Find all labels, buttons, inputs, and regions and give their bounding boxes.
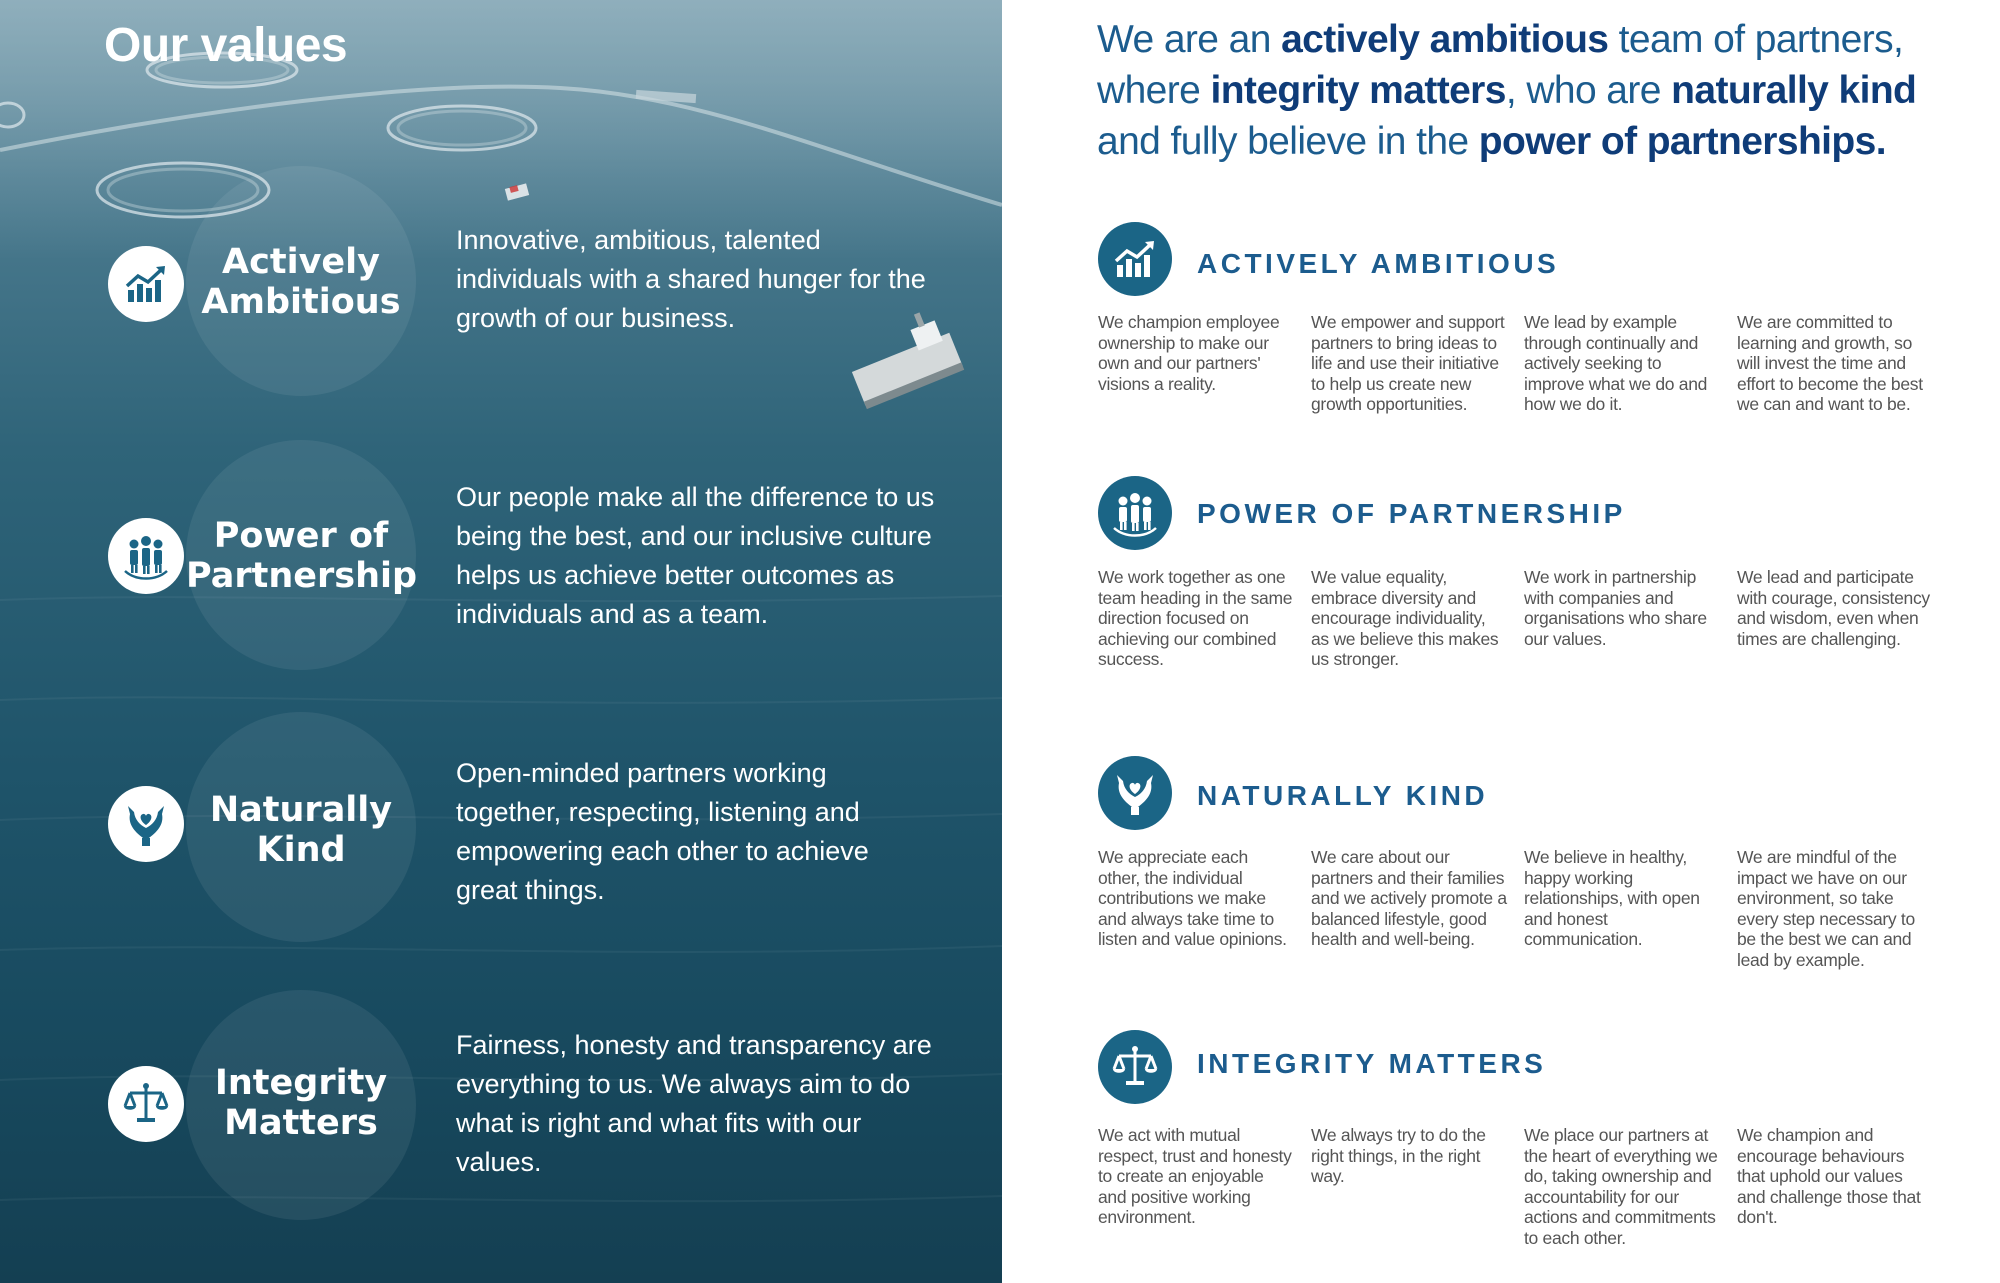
section-column-text: We champion employee ownership to make our own and our partners' visions a reality. <box>1098 312 1280 394</box>
actively-ambitious-badge <box>108 246 184 322</box>
section-column-text: We appreciate each other, the individual contributions we make and always take time to listen and value opinions. <box>1098 847 1287 949</box>
section-column-text: We always try to do the right things, in the right way. <box>1311 1125 1486 1186</box>
section-title: NATURALLY KIND <box>1197 780 1489 811</box>
naturally-kind-badge <box>108 786 184 862</box>
value-description: Fairness, honesty and transparency are everything to us. We always aim to do what is right and what fits with our values. <box>456 1030 932 1177</box>
section-column-text: We care about our partners and their families and we actively promote a balanced lifestyle, good health and well-being. <box>1311 847 1507 949</box>
people-group-icon <box>1110 488 1160 538</box>
panel-title: Our values <box>104 19 348 72</box>
section-column-text: We believe in healthy, happy working relationships, with open and honest communication. <box>1524 847 1700 949</box>
scales-icon <box>121 1079 171 1129</box>
section-column-text: We are mindful of the impact we have on our environment, so take every step necessary to be the best we can and lead by example. <box>1737 847 1915 970</box>
value-name: Actively Ambitious <box>201 242 401 322</box>
section-icon <box>1098 222 1172 296</box>
section-column-text: We value equality, embrace diversity and encourage individuality, as we believe this makes us stronger. <box>1311 567 1499 669</box>
value-description: Innovative, ambitious, talented individuals with a shared hunger for the growth of our business. <box>456 225 926 333</box>
growth-chart-icon <box>122 260 170 308</box>
section-column-text: We are committed to learning and growth, so will invest the time and effort to become the best we can and want to be. <box>1737 312 1923 414</box>
hands-heart-icon <box>1109 767 1161 819</box>
section-column-text: We lead by example through continually and actively seeking to improve what we do and how we do it. <box>1524 312 1708 414</box>
value-description: Our people make all the difference to us being the best, and our inclusive culture helps us achieve better outcomes as individuals and as a team. <box>456 482 935 629</box>
section-column-text: We work in partnership with companies and organisations who share our values. <box>1524 567 1707 649</box>
value-name: Integrity Matters <box>214 1063 388 1143</box>
section-column-text: We act with mutual respect, trust and honesty to create an enjoyable and positive working environment. <box>1098 1125 1292 1227</box>
integrity-matters-badge <box>108 1066 184 1142</box>
section-icon <box>1098 476 1172 550</box>
section-icon <box>1098 756 1172 830</box>
growth-chart-icon <box>1111 235 1159 283</box>
intro-headline: We are an actively ambitious team of partners, where integrity matters, who are naturally kind and fully believe in the power of partnerships. <box>1097 18 1917 163</box>
section-column-text: We empower and support partners to bring ideas to life and use their initiative to help us create new growth opportunities. <box>1311 312 1505 414</box>
section-column-text: We place our partners at the heart of everything we do, taking ownership and accountability for our actions and commitments to each other. <box>1524 1125 1718 1248</box>
power-of-partnership-badge <box>108 518 184 594</box>
section-title: ACTIVELY AMBITIOUS <box>1197 248 1560 279</box>
section-title: POWER OF PARTNERSHIP <box>1197 498 1626 529</box>
scales-icon <box>1110 1042 1160 1092</box>
section-column-text: We lead and participate with courage, consistency and wisdom, even when times are challenging. <box>1737 567 1930 649</box>
section-icon <box>1098 1030 1172 1104</box>
people-group-icon <box>121 531 171 581</box>
section-column-text: We work together as one team heading in the same direction focused on achieving our combined success. <box>1098 567 1293 669</box>
value-name: Naturally Kind <box>209 790 393 870</box>
section-title: INTEGRITY MATTERS <box>1197 1048 1547 1079</box>
value-name: Power of Partnership <box>186 516 418 596</box>
section-column-text: We champion and encourage behaviours that uphold our values and challenge those that don't. <box>1737 1125 1921 1227</box>
value-description: Open-minded partners working together, respecting, listening and empowering each other to achieve great things. <box>456 758 869 905</box>
hands-heart-icon <box>120 798 172 850</box>
